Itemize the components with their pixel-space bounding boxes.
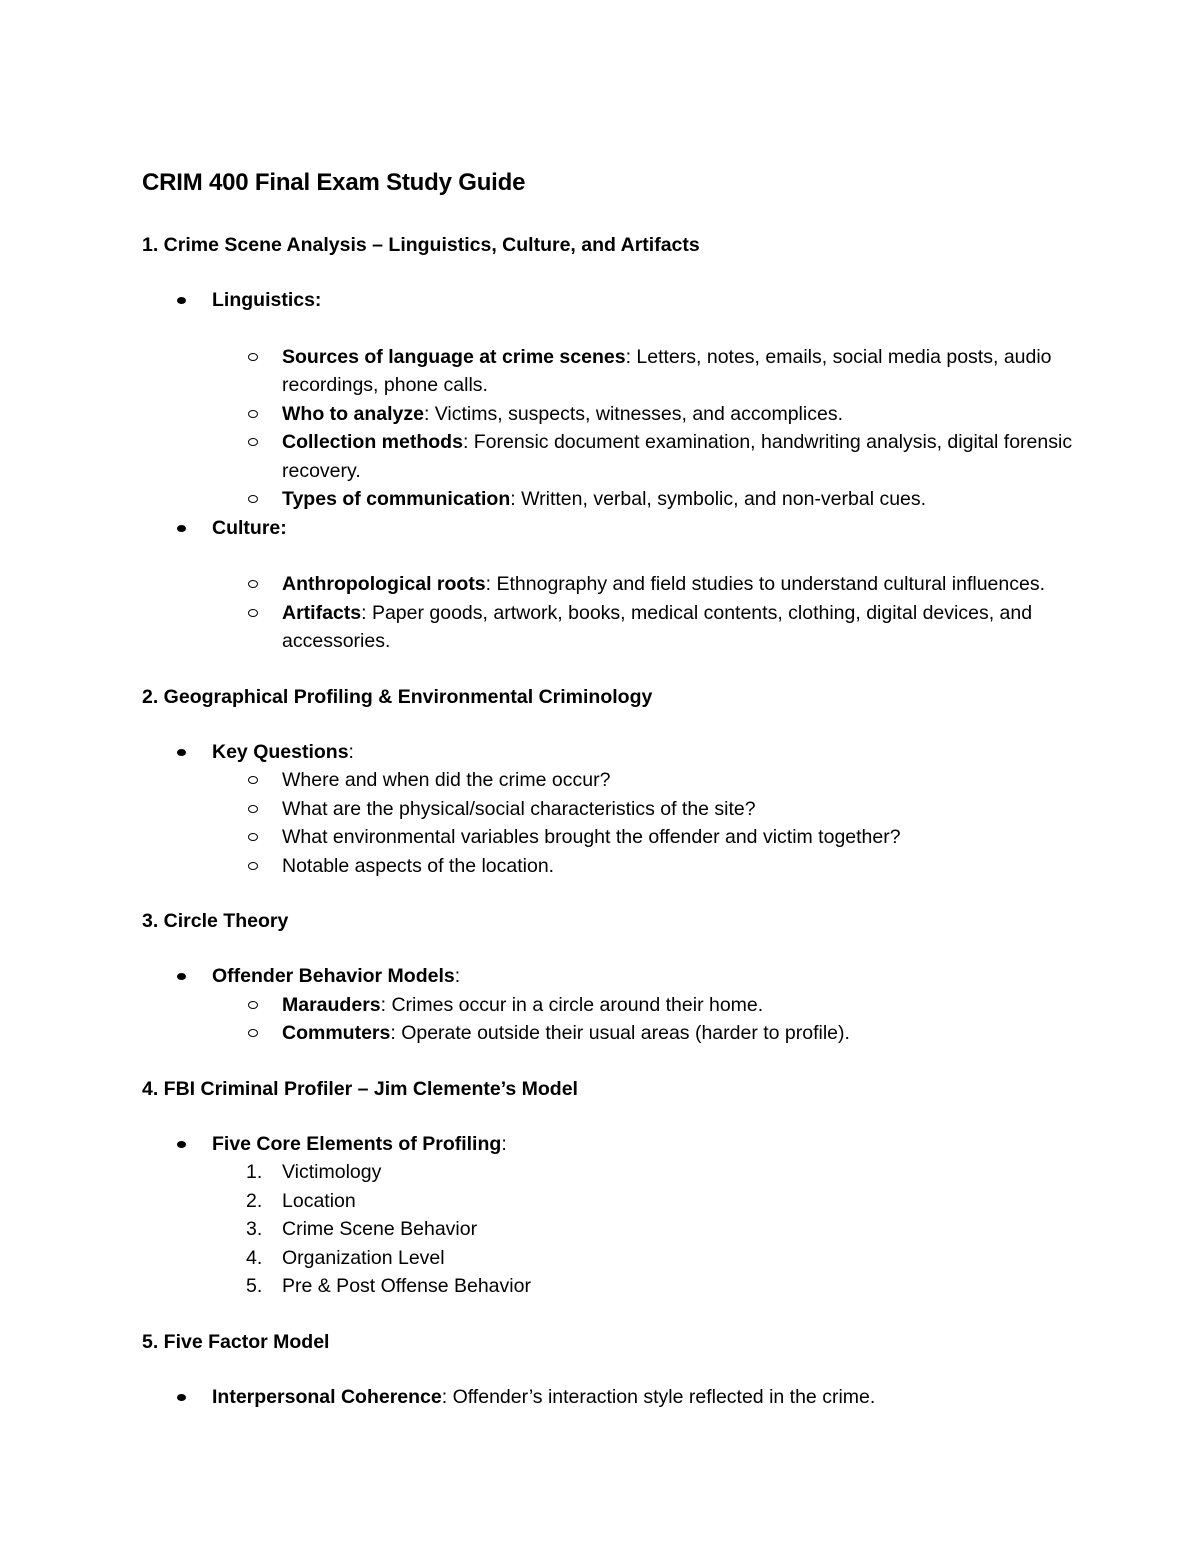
topic-suffix: : [501,1132,507,1155]
numbered-list [212,1158,1080,1301]
circle-bullet-icon [248,353,258,361]
item-term: Marauders [282,993,381,1016]
list-item [212,485,1080,514]
list-item [212,852,1080,881]
item-text: : Forensic document examination, handwriting analysis, digital forensic recovery. [282,431,1073,482]
item-text: : Written, verbal, symbolic, and non-verbal cues. [510,488,927,510]
item-text: Victimology [282,1161,382,1183]
numbered-item [212,1215,1080,1244]
item-number: 1. [246,1161,263,1183]
topic-suffix: : [454,965,461,987]
item-text: Pre & Post Offense Behavior [282,1275,531,1297]
list-item [212,428,1080,485]
item-text: : Ethnography and field studies to understand cultural influences. [485,573,1046,595]
circle-bullet-icon [248,862,258,870]
circle-bullet-icon [248,805,258,813]
section-heading: 1. Crime Scene Analysis – Linguistics, Culture, and Artifacts [142,234,700,256]
item-text: What are the physical/social characteristics of the site? [282,797,756,820]
topic-label: Five Core Elements of Profiling [212,1132,502,1155]
item-text: : Operate outside their usual areas (harder to profile). [390,1022,850,1044]
item-text: Crime Scene Behavior [282,1218,478,1240]
section-geographical-profiling [142,684,1080,881]
numbered-item [212,1244,1080,1273]
bullet-icon [177,297,186,304]
circle-bullet-icon [248,580,258,588]
topic-interpersonal-coherence [142,1383,1080,1412]
item-text: Where and when did the crime occur? [282,769,611,791]
list-item [212,991,1080,1020]
topic-label: Offender Behavior Models [212,965,455,987]
list-item [212,570,1080,599]
section-five-factor-model [142,1329,1080,1412]
item-number: 4. [246,1246,263,1269]
item-text: : Crimes occur in a circle around their home. [380,993,764,1016]
topic-culture [142,514,1080,656]
item-term: Commuters [282,1022,391,1044]
circle-bullet-icon [248,1001,258,1009]
section-heading: 5. Five Factor Model [142,1330,330,1353]
section-crime-scene-analysis [142,232,1080,656]
circle-bullet-icon [248,438,258,446]
topic-list [142,1130,1080,1301]
topic-suffix: : [348,740,354,763]
item-text: Location [282,1189,356,1212]
item-term: Who to analyze [282,402,424,425]
topic-label: Interpersonal Coherence [212,1385,442,1408]
section-heading: 3. Circle Theory [142,910,289,932]
item-text: Notable aspects of the location. [282,854,555,877]
topic-label: Linguistics: [212,289,322,311]
section-circle-theory [142,908,1080,1048]
circle-bullet-icon [248,410,258,418]
circle-bullet-icon [248,495,258,503]
item-number: 2. [246,1189,263,1212]
bullet-icon [177,1141,186,1148]
circle-bullet-icon [248,609,258,617]
item-number: 5. [246,1275,263,1297]
topic-label: Key Questions [212,740,349,763]
item-number: 3. [246,1218,263,1240]
list-item [212,400,1080,429]
topic-five-core-elements [142,1130,1080,1301]
item-text: What environmental variables brought the offender and victim together? [282,826,901,848]
bullet-icon [177,973,186,980]
list-item [212,599,1080,656]
item-term: Anthropological roots [282,573,486,595]
bullet-icon [177,525,186,532]
section-fbi-profiler [142,1076,1080,1301]
section-heading: 4. FBI Criminal Profiler – Jim Clemente’s Model [142,1077,578,1100]
topic-label: Culture: [212,516,287,539]
bullet-icon [177,1394,186,1401]
item-term: Types of communication [282,488,511,510]
topic-offender-behavior-models [142,962,1080,1048]
item-text: : Victims, suspects, witnesses, and accomplices. [423,402,843,425]
bullet-icon [177,749,186,756]
list-item [212,343,1080,400]
item-text: Organization Level [282,1246,445,1269]
item-text: : Paper goods, artwork, books, medical contents, clothing, digital devices, and accessories. [282,601,1033,652]
topic-list [142,738,1080,881]
topic-list [142,286,1080,656]
topic-key-questions [142,738,1080,881]
topic-suffix: : Offender’s interaction style reflected in the crime. [441,1385,876,1408]
item-term: Sources of language at crime scenes [282,345,626,368]
subitem-list [212,991,1080,1048]
list-item [212,1019,1080,1048]
list-item [212,766,1080,795]
numbered-item [212,1158,1080,1187]
topic-list [142,1383,1080,1412]
list-item [212,795,1080,824]
circle-bullet-icon [248,833,258,841]
section-heading: 2. Geographical Profiling & Environmental Criminology [142,685,653,708]
circle-bullet-icon [248,776,258,784]
circle-bullet-icon [248,1029,258,1037]
subitem-list [212,570,1080,656]
item-term: Collection methods [282,431,463,453]
numbered-item [212,1187,1080,1216]
page-title: CRIM 400 Final Exam Study Guide [142,169,526,196]
topic-list [142,962,1080,1048]
numbered-item [212,1272,1080,1301]
list-item [212,823,1080,852]
item-term: Artifacts [282,601,362,624]
subitem-list [212,343,1080,514]
item-text: : Letters, notes, emails, social media posts, audio recordings, phone calls. [282,345,1052,396]
subitem-list [212,766,1080,880]
topic-linguistics [142,286,1080,514]
